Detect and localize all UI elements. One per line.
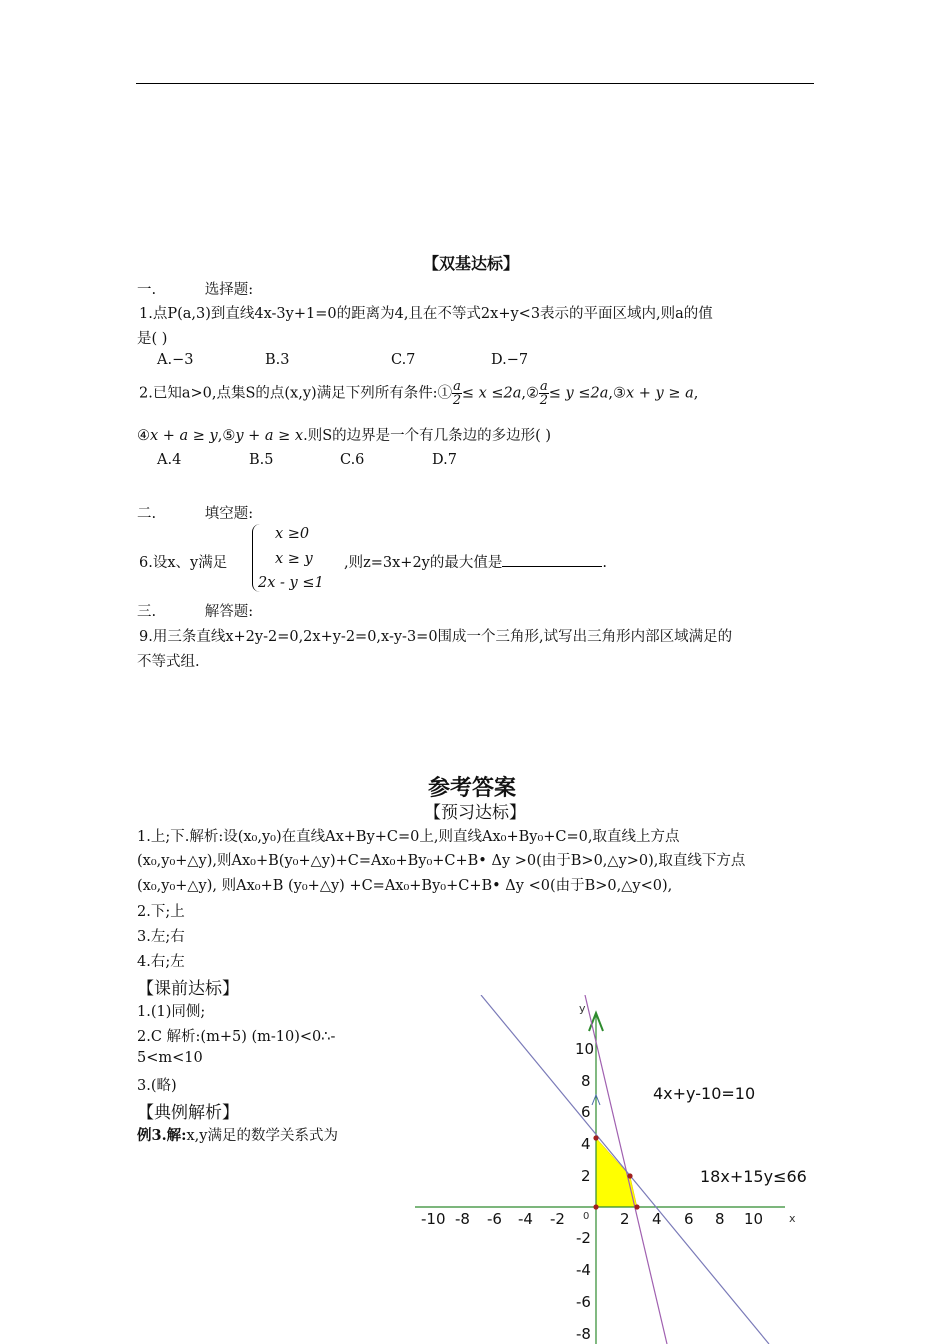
q6-sys-2: x ≥ y xyxy=(275,551,313,567)
q2-fraction-1 xyxy=(452,380,462,407)
b3: 3.(略) xyxy=(137,1078,177,1094)
x-tick-label: 4 xyxy=(652,1210,662,1228)
class-heading: 【课前达标】 xyxy=(137,979,239,999)
y-tick-label: 8 xyxy=(581,1072,591,1090)
q2-cond3: x + y ≥ a xyxy=(626,385,694,402)
vertex-point xyxy=(634,1204,639,1209)
answers-title: 参考答案 xyxy=(428,776,517,801)
frac-denominator: 2 xyxy=(539,393,549,408)
q6-period: . xyxy=(602,555,607,571)
b1: 1.(1)同侧; xyxy=(137,1004,206,1020)
section-two xyxy=(137,502,253,523)
b2-line1: 2.C 解析:(m+5) (m-10)<0∴- xyxy=(137,1029,336,1045)
q2-sep: ,② xyxy=(521,385,540,402)
b2-line2: 5<m<10 xyxy=(137,1050,203,1066)
q2-cond2: ≤ y ≤2a xyxy=(548,385,609,402)
q6-suffix xyxy=(344,551,607,572)
frac-denominator: 2 xyxy=(452,393,462,408)
q1-option-c: C.7 xyxy=(391,352,416,368)
q2-line2 xyxy=(137,424,551,445)
q2-cond4: x + a ≥ y xyxy=(150,428,218,444)
x-tick-label: -4 xyxy=(518,1210,533,1228)
q2-option-a: A.4 xyxy=(157,452,182,468)
q2-line1 xyxy=(139,380,698,407)
x-tick-label: -2 xyxy=(550,1210,565,1228)
y-tick-label: 4 xyxy=(581,1135,591,1153)
q2-cond5: y + a ≥ x xyxy=(235,428,304,444)
y-tick-label: 2 xyxy=(581,1167,591,1185)
origin-label: 0 xyxy=(583,1211,590,1222)
q2-option-c: C.6 xyxy=(340,452,365,468)
section-heading-double-base: 【双基达标】 xyxy=(423,254,520,273)
a2: 2.下;上 xyxy=(137,904,185,920)
section-label: 选择题: xyxy=(204,282,254,298)
a1-line2: (x₀,y₀+△y),则Ax₀+B(y₀+△y)+C=Ax₀+By₀+C+B• Δy >0(由于B>0,△y>0),取直线下方点 xyxy=(137,853,746,869)
y-axis-label: y xyxy=(579,1002,586,1015)
header-rule xyxy=(136,83,814,84)
x-tick-label: 8 xyxy=(715,1210,725,1228)
x-tick-label: -6 xyxy=(487,1210,502,1228)
example3-text: x,y满足的数学关系式为 xyxy=(186,1128,338,1144)
q9-line2: 不等式组. xyxy=(137,654,200,670)
preview-heading: 【预习达标】 xyxy=(424,803,526,823)
y-tick-label: -8 xyxy=(576,1325,591,1343)
section-three xyxy=(137,600,253,621)
section-one xyxy=(137,278,253,299)
section-number: 三. xyxy=(137,604,157,620)
q2-option-b: B.5 xyxy=(249,452,274,468)
q1-option-a: A.−3 xyxy=(157,352,194,368)
y-tick-label: 10 xyxy=(575,1040,595,1058)
y-tick-label: -4 xyxy=(576,1261,591,1279)
q6-prefix: 6.设x、y满足 xyxy=(139,555,228,571)
q6-question-text: ,则z=3x+2y的最大值是 xyxy=(344,555,503,571)
q2-cond4-label: ④ xyxy=(137,428,150,444)
q2-fraction-2 xyxy=(539,380,549,407)
y-tick-label: 6 xyxy=(581,1103,591,1121)
q1-line1: 1.点P(a,3)到直线4x-3y+1=0的距离为4,且在不等式2x+y<3表示的平面区域内,则a的值 xyxy=(139,306,713,322)
x-tick-label: -10 xyxy=(421,1210,446,1228)
q2-line2-rest: .则S的边界是一个有几条边的多边形( ) xyxy=(303,428,552,444)
example3 xyxy=(137,1124,338,1145)
x-tick-label: 2 xyxy=(620,1210,630,1228)
q2-sep: ,③ xyxy=(608,385,626,402)
section-label: 填空题: xyxy=(204,506,254,522)
vertex-point xyxy=(593,1135,598,1140)
q1-options xyxy=(157,352,529,368)
x-tick-label: -8 xyxy=(455,1210,470,1228)
q1-line2: 是( ) xyxy=(137,331,168,347)
q2-cond1: ≤ x ≤2a xyxy=(461,385,522,402)
q2-options xyxy=(157,452,457,468)
section-number: 二. xyxy=(137,506,157,522)
x-tick-label: 10 xyxy=(744,1210,764,1228)
a3: 3.左;右 xyxy=(137,929,185,945)
q6-sys-1: x ≥0 xyxy=(275,526,310,542)
y-tick-label: -6 xyxy=(576,1293,591,1311)
q2-option-d: D.7 xyxy=(432,452,457,468)
frac-numerator: a xyxy=(453,379,461,394)
y-tick-label: -2 xyxy=(576,1229,591,1247)
a1-line1: 1.上;下.解析:设(x₀,y₀)在直线Ax+By+C=0上,则直线Ax₀+By₀+C=0,取直线上方点 xyxy=(137,829,680,845)
vertex-point xyxy=(593,1204,598,1209)
q1-option-b: B.3 xyxy=(265,352,290,368)
example-heading: 【典例解析】 xyxy=(137,1103,239,1123)
q9-line1: 9.用三条直线x+2y-2=0,2x+y-2=0,x-y-3=0围成一个三角形,试写出三角形内部区域满足的 xyxy=(139,629,733,645)
q2-sep: ,⑤ xyxy=(217,428,236,444)
line-label-1: 4x+y-10=10 xyxy=(653,1084,756,1103)
a4: 4.右;左 xyxy=(137,954,185,970)
q6-answer-blank xyxy=(502,552,602,567)
feasible-region xyxy=(596,1138,637,1207)
x-tick-label: 6 xyxy=(684,1210,694,1228)
line-label-2: 18x+15y≤66 xyxy=(700,1167,807,1186)
a1-line3: (x₀,y₀+△y), 则Ax₀+B (y₀+△y) +C=Ax₀+By₀+C+B• Δy <0(由于B>0,△y<0), xyxy=(137,878,673,894)
x-axis-label: x xyxy=(789,1212,796,1225)
feasible-region-graph xyxy=(405,995,815,1344)
frac-numerator: a xyxy=(540,379,548,394)
example3-label: 例3.解: xyxy=(137,1127,187,1144)
q1-option-d: D.−7 xyxy=(491,352,529,368)
q2-sep: , xyxy=(693,385,699,402)
section-number: 一. xyxy=(137,282,157,298)
vertex-point xyxy=(627,1173,632,1178)
section-label: 解答题: xyxy=(204,604,254,620)
q2-prefix: 2.已知a>0,点集S的点(x,y)满足下列所有条件:① xyxy=(139,385,453,402)
q6-sys-3: 2x - y ≤1 xyxy=(258,575,324,591)
